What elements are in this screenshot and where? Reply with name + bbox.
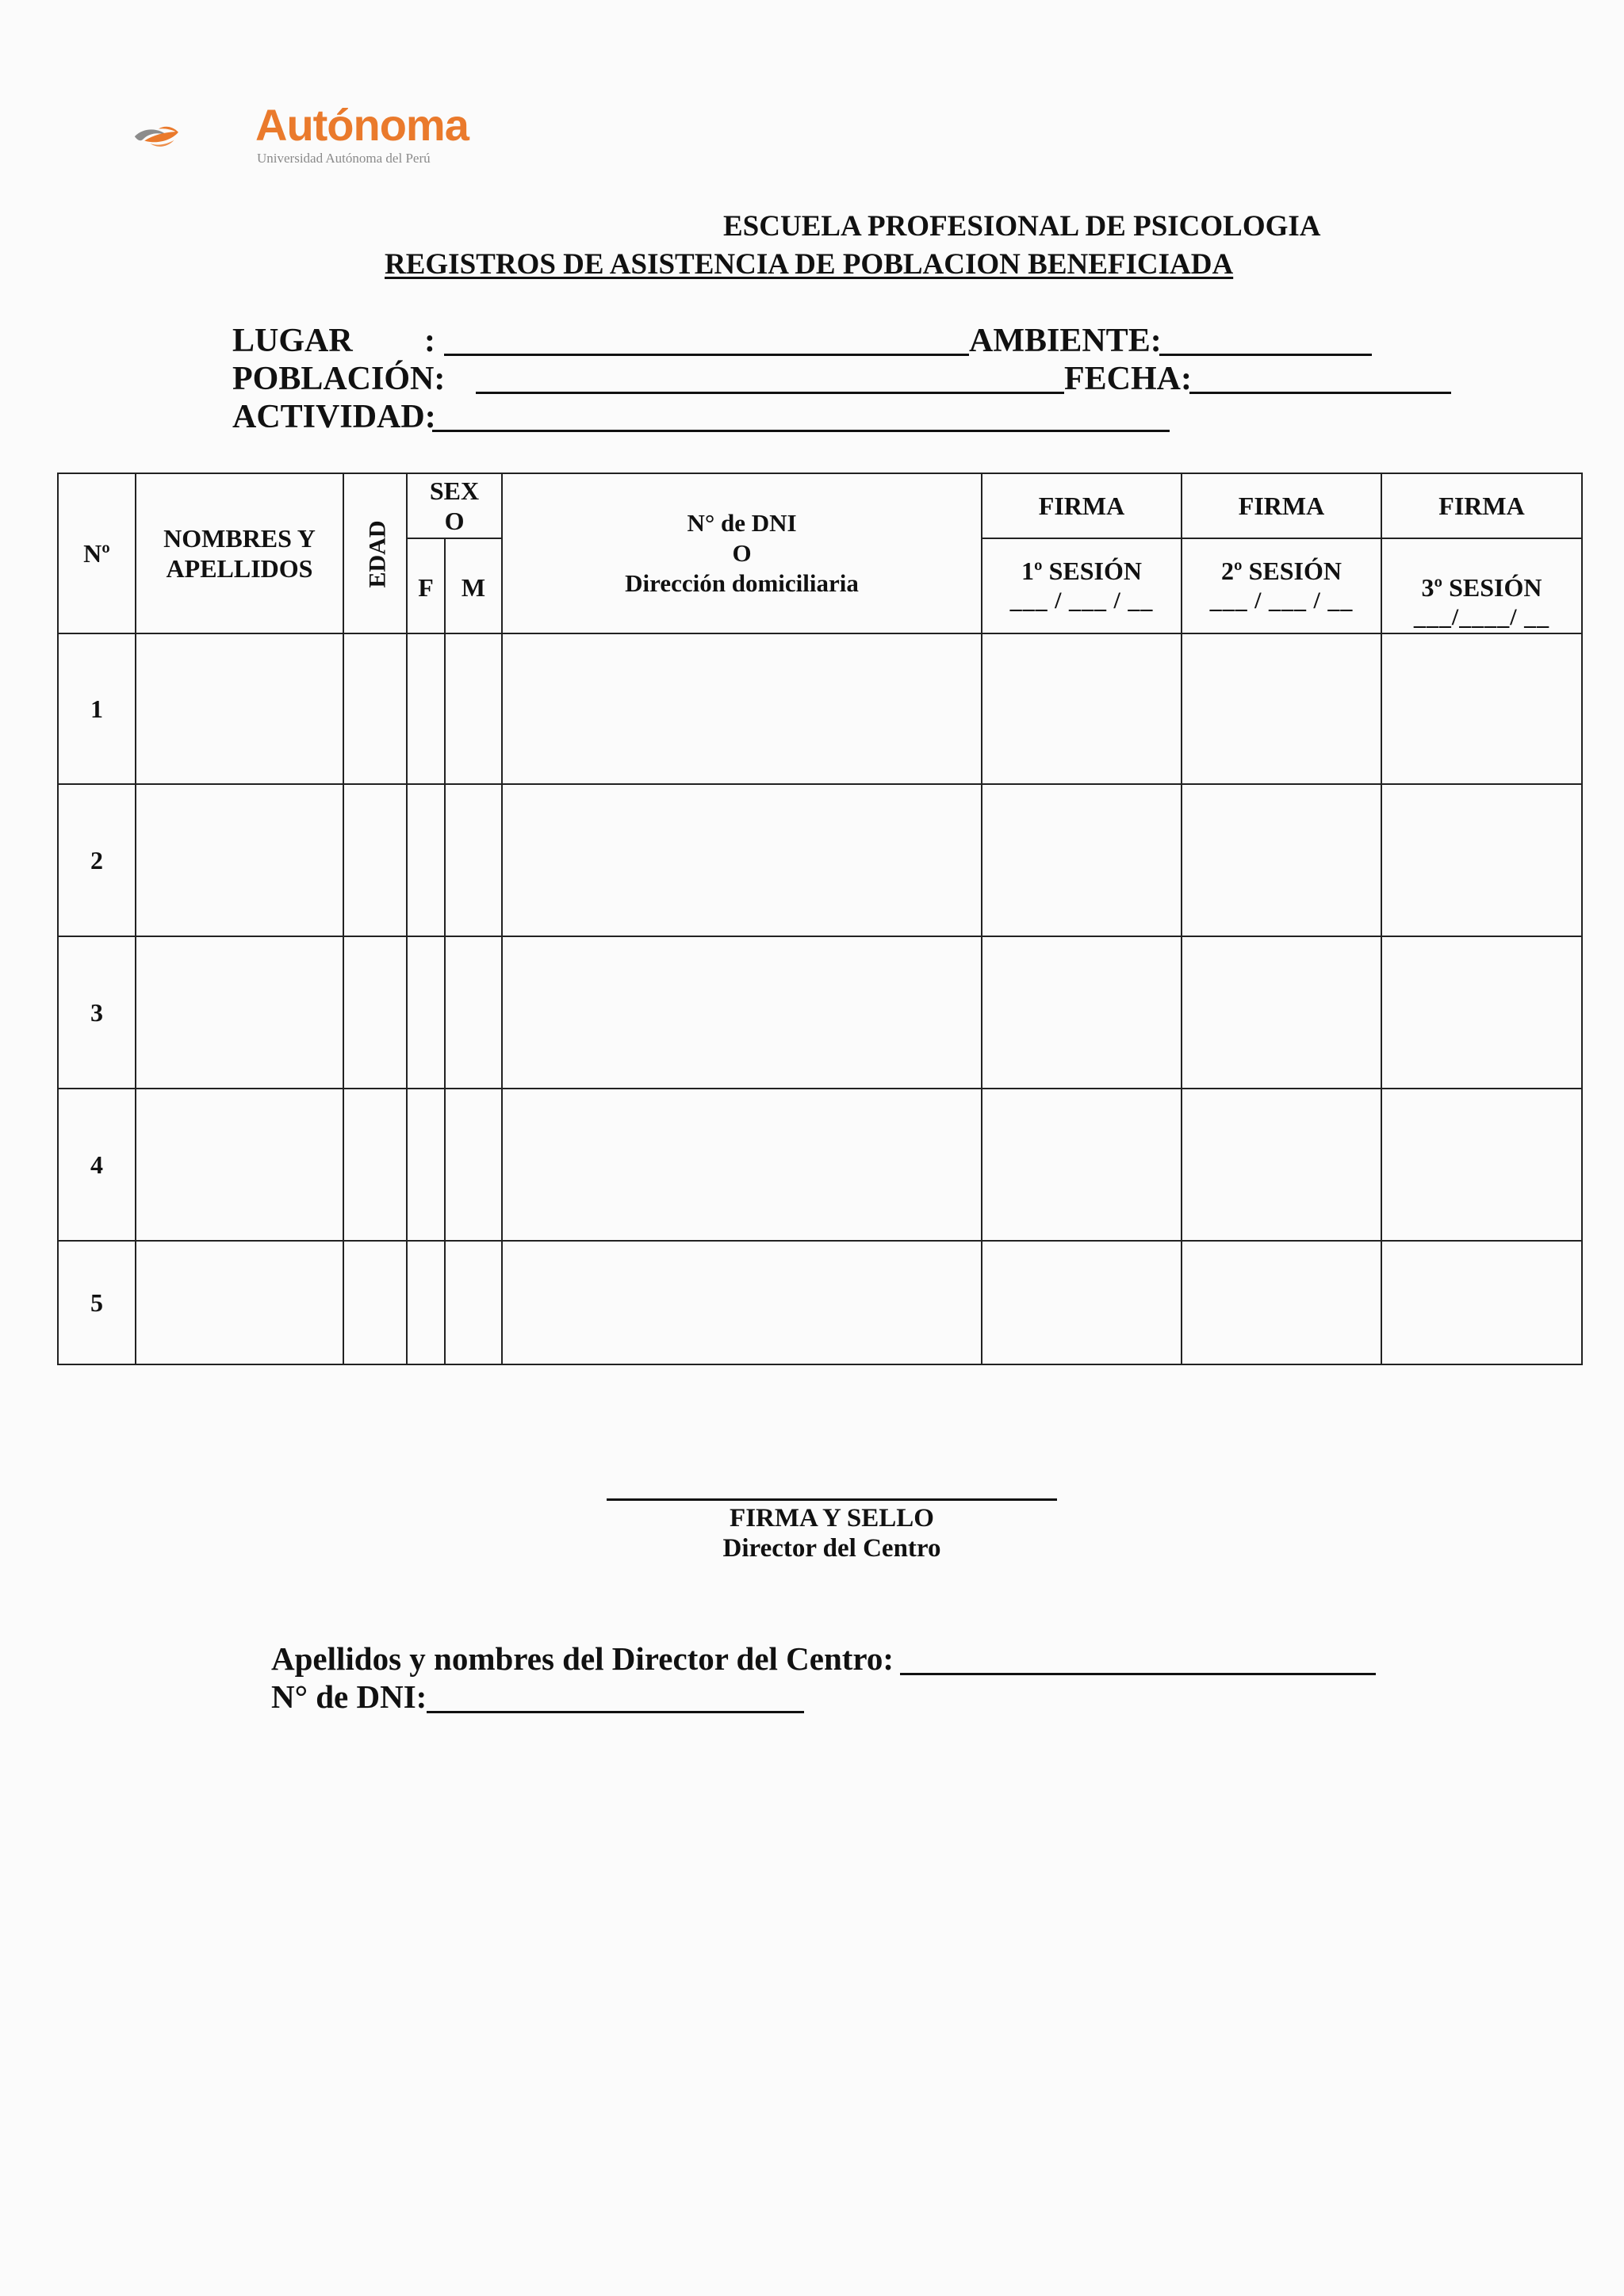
row-number: 2: [58, 784, 136, 936]
sex-f-cell[interactable]: [407, 936, 445, 1089]
director-dni-label: N° de DNI:: [271, 1678, 427, 1715]
attendance-table: [57, 473, 1583, 1365]
age-cell[interactable]: [343, 784, 407, 936]
actividad-field[interactable]: [432, 430, 1170, 432]
session-3-label: 3º SESIÓN: [1421, 573, 1542, 602]
col-header-firma-2: FIRMA: [1182, 473, 1381, 538]
row-number: 1: [58, 633, 136, 784]
document-title: REGISTROS DE ASISTENCIA DE POBLACION BENEFICIADA: [385, 248, 1234, 281]
dni-cell[interactable]: [502, 633, 982, 784]
poblacion-field[interactable]: [476, 392, 1064, 394]
school-title: ESCUELA PROFESIONAL DE PSICOLOGIA: [723, 210, 1321, 243]
col-header-session-2: [1182, 538, 1381, 633]
age-cell[interactable]: [343, 936, 407, 1089]
signature-label: FIRMA Y SELLO: [730, 1504, 934, 1533]
age-cell[interactable]: [343, 633, 407, 784]
dni-label: N° de DNI: [687, 509, 797, 537]
col-header-names: NOMBRES Y APELLIDOS: [136, 473, 343, 633]
signature-role: Director del Centro: [722, 1534, 941, 1563]
age-cell[interactable]: [343, 1089, 407, 1241]
dni-cell[interactable]: [502, 936, 982, 1089]
name-cell[interactable]: [136, 633, 343, 784]
firma-3-cell[interactable]: [1381, 1241, 1582, 1364]
col-header-firma-1: FIRMA: [982, 473, 1182, 538]
firma-3-cell[interactable]: [1381, 633, 1582, 784]
firma-2-cell[interactable]: [1182, 1089, 1381, 1241]
age-label: EDAD: [364, 520, 391, 588]
sex-f-cell[interactable]: [407, 1089, 445, 1241]
firma-1-cell[interactable]: [982, 1089, 1182, 1241]
age-cell[interactable]: [343, 1241, 407, 1364]
name-cell[interactable]: [136, 1241, 343, 1364]
sex-m-cell[interactable]: [445, 633, 502, 784]
name-cell[interactable]: [136, 1089, 343, 1241]
logo-wordmark: Autónoma: [255, 100, 469, 150]
name-cell[interactable]: [136, 936, 343, 1089]
sex-f-cell[interactable]: [407, 1241, 445, 1364]
firma-2-cell[interactable]: [1182, 936, 1381, 1089]
actividad-label: ACTIVIDAD:: [232, 399, 436, 435]
firma-3-cell[interactable]: [1381, 1089, 1582, 1241]
row-number: 5: [58, 1241, 136, 1364]
row-number: 3: [58, 936, 136, 1089]
director-name-field[interactable]: [900, 1673, 1376, 1675]
col-header-dni: [502, 473, 982, 633]
firma-3-cell[interactable]: [1381, 784, 1582, 936]
col-header-age: [343, 473, 407, 633]
col-header-session-1: [982, 538, 1182, 633]
firma-3-cell[interactable]: [1381, 936, 1582, 1089]
session-2-label: 2º SESIÓN: [1221, 557, 1342, 585]
table-row: [58, 784, 1582, 936]
sex-m-cell[interactable]: [445, 1089, 502, 1241]
dni-or-label: O: [732, 539, 752, 567]
sex-f-cell[interactable]: [407, 633, 445, 784]
table-row: [58, 633, 1582, 784]
session-1-date[interactable]: ___ / ___ / __: [1009, 587, 1154, 614]
sex-m-cell[interactable]: [445, 1241, 502, 1364]
col-header-sex-f: F: [407, 538, 445, 633]
col-header-sex-m: M: [445, 538, 502, 633]
col-header-firma-3: FIRMA: [1381, 473, 1582, 538]
table-row: [58, 936, 1582, 1089]
autonoma-logo-icon: [133, 101, 260, 173]
sex-f-cell[interactable]: [407, 784, 445, 936]
director-name-label: Apellidos y nombres del Director del Centro:: [271, 1640, 894, 1677]
lugar-label: LUGAR: [232, 323, 353, 359]
dni-cell[interactable]: [502, 1089, 982, 1241]
lugar-field[interactable]: [444, 354, 969, 356]
col-header-session-3: [1381, 538, 1582, 633]
session-2-date[interactable]: ___ / ___ / __: [1209, 587, 1354, 614]
firma-2-cell[interactable]: [1182, 784, 1381, 936]
name-cell[interactable]: [136, 784, 343, 936]
fecha-field[interactable]: [1189, 392, 1451, 394]
dni-cell[interactable]: [502, 784, 982, 936]
ambiente-field[interactable]: [1159, 354, 1372, 356]
col-header-number: Nº: [58, 473, 136, 633]
table-row: [58, 1241, 1582, 1364]
sex-m-cell[interactable]: [445, 784, 502, 936]
firma-2-cell[interactable]: [1182, 1241, 1381, 1364]
lugar-colon: :: [424, 323, 435, 359]
dni-cell[interactable]: [502, 1241, 982, 1364]
logo-subtitle: Universidad Autónoma del Perú: [257, 151, 431, 166]
signature-line[interactable]: [607, 1498, 1057, 1501]
firma-1-cell[interactable]: [982, 784, 1182, 936]
session-3-date[interactable]: ___/____/ __: [1413, 604, 1550, 630]
firma-1-cell[interactable]: [982, 633, 1182, 784]
director-dni-field[interactable]: [427, 1711, 804, 1713]
col-header-sex: SEX O: [407, 473, 502, 538]
row-number: 4: [58, 1089, 136, 1241]
poblacion-label: POBLACIÓN:: [232, 361, 446, 397]
firma-1-cell[interactable]: [982, 936, 1182, 1089]
firma-2-cell[interactable]: [1182, 633, 1381, 784]
session-1-label: 1º SESIÓN: [1021, 557, 1142, 585]
sex-m-cell[interactable]: [445, 936, 502, 1089]
table-row: [58, 1089, 1582, 1241]
ambiente-label: AMBIENTE:: [969, 323, 1162, 359]
fecha-label: FECHA:: [1064, 361, 1192, 397]
firma-1-cell[interactable]: [982, 1241, 1182, 1364]
address-label: Dirección domiciliaria: [625, 569, 859, 597]
